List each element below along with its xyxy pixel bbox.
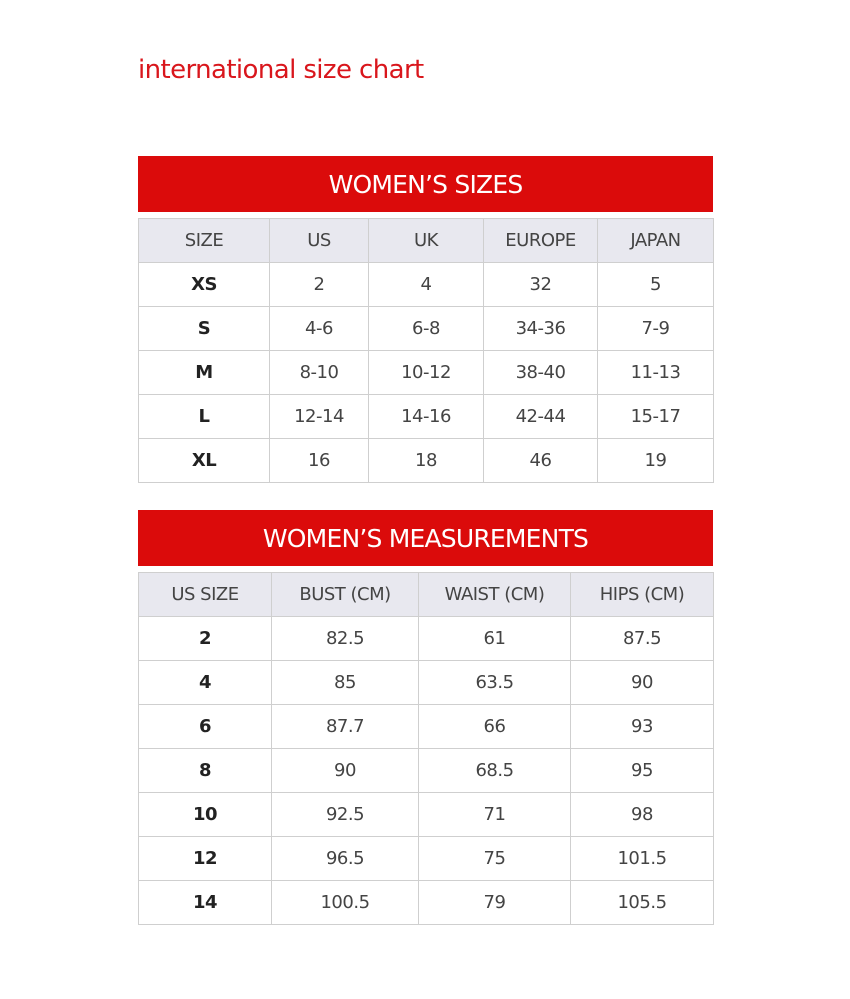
table-cell: 105.5: [571, 881, 714, 925]
table-cell: 61: [419, 617, 571, 661]
table-cell: 98: [571, 793, 714, 837]
table-cell: 7-9: [598, 307, 714, 351]
table-cell: 75: [419, 837, 571, 881]
table-header-row: [139, 573, 714, 617]
sizes-grid: [138, 218, 714, 483]
table-cell: 87.7: [272, 705, 419, 749]
us-size-label: 8: [139, 749, 272, 793]
size-label: XL: [139, 439, 270, 483]
table-cell: 100.5: [272, 881, 419, 925]
table-row: [139, 351, 714, 395]
table-cell: 8-10: [270, 351, 369, 395]
womens-measurements-banner: WOMEN’S MEASUREMENTS: [138, 510, 713, 566]
table-cell: 71: [419, 793, 571, 837]
measurements-grid: [138, 572, 714, 925]
table-cell: 66: [419, 705, 571, 749]
us-size-label: 6: [139, 705, 272, 749]
size-label: XS: [139, 263, 270, 307]
table-cell: 11-13: [598, 351, 714, 395]
table-row: [139, 395, 714, 439]
table-cell: 101.5: [571, 837, 714, 881]
table-row: [139, 837, 714, 881]
table-cell: 34-36: [484, 307, 598, 351]
womens-measurements-table: [138, 510, 713, 925]
womens-sizes-table: [138, 156, 713, 483]
table-cell: 85: [272, 661, 419, 705]
column-header: HIPS (CM): [571, 573, 714, 617]
table-cell: 95: [571, 749, 714, 793]
column-header: US: [270, 219, 369, 263]
us-size-label: 4: [139, 661, 272, 705]
table-cell: 6-8: [369, 307, 484, 351]
table-row: [139, 307, 714, 351]
table-cell: 87.5: [571, 617, 714, 661]
column-header: SIZE: [139, 219, 270, 263]
column-header: EUROPE: [484, 219, 598, 263]
table-cell: 79: [419, 881, 571, 925]
table-cell: 63.5: [419, 661, 571, 705]
size-label: S: [139, 307, 270, 351]
us-size-label: 14: [139, 881, 272, 925]
table-row: [139, 263, 714, 307]
table-cell: 2: [270, 263, 369, 307]
table-row: [139, 439, 714, 483]
size-label: L: [139, 395, 270, 439]
column-header: US SIZE: [139, 573, 272, 617]
table-cell: 90: [272, 749, 419, 793]
table-row: [139, 617, 714, 661]
table-cell: 38-40: [484, 351, 598, 395]
table-cell: 4: [369, 263, 484, 307]
womens-sizes-banner: WOMEN’S SIZES: [138, 156, 713, 212]
column-header: UK: [369, 219, 484, 263]
table-header-row: [139, 219, 714, 263]
table-cell: 19: [598, 439, 714, 483]
column-header: BUST (CM): [272, 573, 419, 617]
table-row: [139, 749, 714, 793]
column-header: WAIST (CM): [419, 573, 571, 617]
table-cell: 32: [484, 263, 598, 307]
table-cell: 82.5: [272, 617, 419, 661]
page-title: international size chart: [138, 55, 424, 85]
table-row: [139, 793, 714, 837]
size-label: M: [139, 351, 270, 395]
table-cell: 18: [369, 439, 484, 483]
table-row: [139, 705, 714, 749]
column-header: JAPAN: [598, 219, 714, 263]
table-cell: 4-6: [270, 307, 369, 351]
table-cell: 96.5: [272, 837, 419, 881]
table-cell: 5: [598, 263, 714, 307]
table-cell: 14-16: [369, 395, 484, 439]
table-cell: 46: [484, 439, 598, 483]
table-cell: 12-14: [270, 395, 369, 439]
table-row: [139, 881, 714, 925]
us-size-label: 2: [139, 617, 272, 661]
us-size-label: 12: [139, 837, 272, 881]
table-cell: 15-17: [598, 395, 714, 439]
table-cell: 93: [571, 705, 714, 749]
us-size-label: 10: [139, 793, 272, 837]
table-cell: 16: [270, 439, 369, 483]
table-cell: 10-12: [369, 351, 484, 395]
table-cell: 68.5: [419, 749, 571, 793]
table-cell: 92.5: [272, 793, 419, 837]
table-row: [139, 661, 714, 705]
table-cell: 42-44: [484, 395, 598, 439]
table-cell: 90: [571, 661, 714, 705]
